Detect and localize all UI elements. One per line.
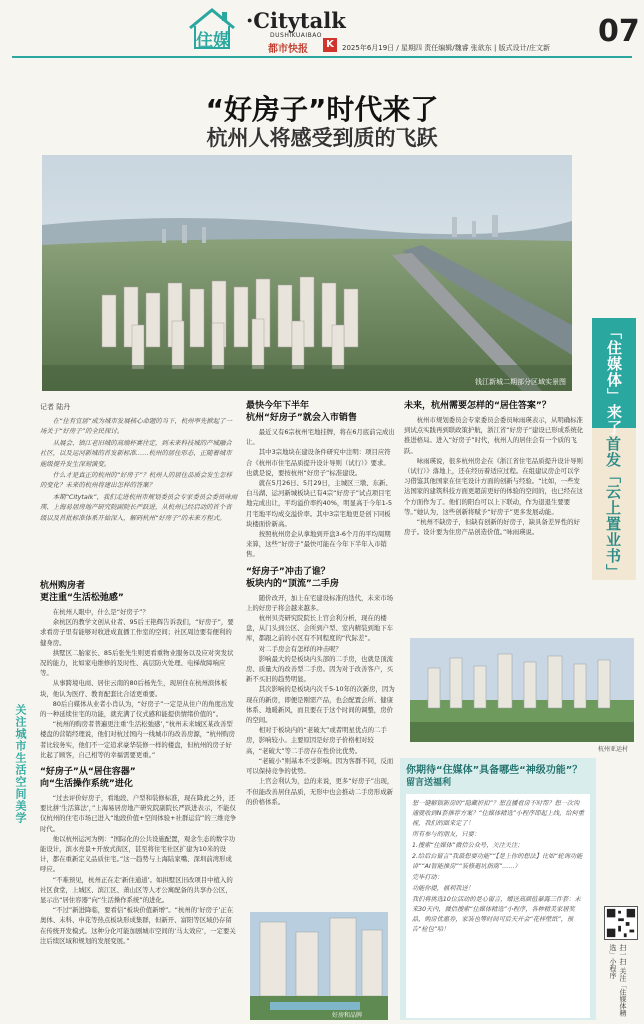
intro-paragraph: 本期“Citytalk”，我们走进杭州市规划委员会专家委员会委员咏雨瑛、上海易居房地产研究院副院长严跃进，从杭州已经启动的首个省级以及首批标准体系开始深入，解码杭州“好房子”的未来方程式。 [40, 492, 238, 522]
paragraph: 在杭州人眼中，什么是“好房子”？ [52, 608, 149, 616]
intro-block [40, 416, 238, 524]
section-tag: 关注城市生活空间美学 [14, 704, 27, 824]
promo-paragraph: 所有参与的朋友，只要： [412, 831, 481, 838]
paragraph: 按照杭州房企从拿地到开盘3-6个月的平均周期来算，这些“好房子”最快可能在今年下半年入市销售。 [246, 530, 391, 559]
paragraph: 其中3宗地块在建设条件研究中注明：项目应符合《杭州市住宅品质提升设计导则（试行）》要求。也就是说，要按杭州“好房子”标准建设。 [246, 448, 391, 477]
paragraph: “老破小”则基本不受影响。因为客群不同，反而可以保持竞争的优势。 [246, 756, 394, 776]
heading-line: 向“生活操作系统”进化 [40, 779, 133, 790]
section-heading [40, 766, 238, 790]
hero-caption: 钱江新城二期部分区域实景图 [475, 378, 566, 386]
intro-paragraph: 在“住有宜居”成为城市发展核心命题的当下，杭州率先掀起了一场关于“好房子”的全民探讨。 [40, 417, 232, 436]
hero-photo [42, 155, 572, 391]
paragraph: “不过”新进降临，要看信“板块价值新增”。“杭州的‘好房子’正在奥体、未科、申花等热点板块形成集群，但新开、富阳等区域仍存留在传统开发模式。这种分化可能加剧城市空间的‘马太效应’，一定要关注后续区域和规划的发展变展。” [40, 906, 236, 945]
paragraph: 就在5月26日、5月29日，主城区三墩、东新、白马湖、运河新城板块已有4宗“好房子”试点项目宅地完成出让，平均溢价率约40%，明显高于今年1-5月宅地平均成交溢价率。其中3宗宅地更是创下同板块楼面价新高。 [246, 479, 393, 528]
paragraph: 杭州贝壳研究院院长上官会利分析，现在的楼盘，从门头到公区、会所到户型、室内精装到地下车库，都跟之前的小区有不同程度的“代际差”。 [246, 614, 393, 643]
section-heading [40, 580, 238, 604]
promo-paragraph: 想一键解锁新房的“隐藏折扣”？想直播看房不时帮？想一次沟通就收到N套推荐方案？“住媒体精选”小程序即起上线，给何重视，我们的面来定了！ [412, 800, 584, 827]
paragraph: 从事跨境电商、居住云南的80后杨先生，现居住在杭州滨体板块，他认为医疗、教育配套比合适更重要。 [40, 679, 228, 698]
promo-paragraph: 2.给后台留言“我最想要功能”“【是上你的想法】比如“轮询功能讲”“AI智能推房”“装修避坑指南”……） [412, 853, 583, 870]
sub-headline: 杭州人将感受到质的飞跃 [206, 125, 438, 150]
article-column-1 [40, 574, 238, 1020]
paragraph: 对二手房会有怎样的冲击呢？ [258, 644, 342, 653]
paragraph: 其次影响的是板块内次千5-10年的次新房，因为现在的新房，即便是刚需产品，也会配置会所、健康体系、地暖新风，而且要在于这个时间的调整，房价的空间。 [246, 685, 395, 725]
paragraph: 余杭区的教学文创从业者、95后王艳辉告诉我们，“好房子”，要求看房子里有能够对收进成直播工作室的空间；社区周边要有便利的健身房。 [40, 618, 234, 647]
paragraph: 咏雨瑛说，很多杭州房企在《浙江省住宅品质提升设计导则（试行）》落地上，还在经历着适应过程。在组建议房企可以学习借鉴其他国家在住宅设计方面的创新与经验。“比如，一些发达国家的建筑科技方面更超前更好的体验的空间的，也已经在这个方面作为了。他们的阳台可以上下联动，作为退退生要要等。”她认为，这些创新将赋予“好房子”更多发展动能。 [404, 456, 583, 516]
paragraph: 80后自媒体从业者小肖认为，“好房子”一定是从住户的角度出发的一种延续住宅的功能，就充满了仪式感和能提供情绪价值的”。 [40, 699, 234, 719]
paper-name-cn: 都市快报 [268, 44, 308, 55]
heading-line: 杭州“好房子”就会入市销售 [246, 413, 357, 423]
paragraph: 相对于板块内的“老破大”或者明星优点的二手房，影响较小。主要原因是好房子价格相对较高，“老破大”等二手房存在性价比优势。 [246, 726, 387, 755]
heading-line: 更注重“生活松弛感” [40, 593, 124, 603]
residence-photo [250, 912, 388, 1020]
paragraph: “杭州不缺房子，但缺有创新的好房子，缺具备差异性的好房子。设计要为住房产品创造价值。”咏雨瑛说。 [404, 518, 580, 537]
heading-line: “好房子”冲击了谁？ [246, 566, 330, 577]
paragraph: “杭州的购房者普遍更注重‘生活松弛感’，”杭州未来城区某改善型楼盘的营销经理说，他们对杭过国内一线城市的改善房源，“杭州购房者比较务实，他们不一定追求豪华装修一样的楼盘，但杭州的房子好比起了顾客，自己相等的幸福需要更重。” [40, 720, 236, 759]
asian-games-village-photo [410, 638, 634, 742]
heading-line: “好房子”从“居住容器” [40, 767, 136, 778]
photo-caption: 好房和品牌 [332, 1012, 363, 1019]
paragraph: 杭州市规划委员会专家委员会委员咏雨瑛表示，从明确标准到试点实践再到联政策护航，浙江省“好房子”建设已形成系统化推进格局。进入“好房子”时代，杭州人的居住会有一个质的飞跃。 [404, 416, 584, 455]
column-title: ·Citytalk [246, 8, 346, 33]
promo-paragraph: 我们将挑选10位活动的是心留言，赠送高颜值暴露三件套：未来30天内，微信搜索“住媒体精选”小程序，各种精美家居奖品，购房优惠券，家装也等时间可后天开会“花样壁纸”，预告“检包”哈！ [412, 896, 581, 933]
photo-caption: 杭州亚运村 [598, 746, 629, 753]
banner-bottom-text: 首发「云上置业书」 [604, 436, 622, 580]
section-heading [246, 400, 396, 424]
qr-caption: 扫一扫 关注「住媒体精选」小程序 [609, 944, 627, 1017]
paragraph: 上官会利认为，总的来说，更多“好房子”出现，不但能改善居住品质，无形中也会推动二手房形成新的价格体系。 [246, 777, 394, 806]
paragraph: “过去评价好房子，看地段、户型和装修标准，现在降此之外，还要比拼‘生活算法’，”上海易居房地产研究院副院长严跃进表示，不能仅仅杭州的住宅市场已进入“地段价值+空间体验+社群运营”的三维竞争时代。 [40, 794, 237, 833]
page-number: 07 [598, 14, 640, 49]
paragraph: 随价改开，加上在宅建设标准的迭代，未来市场上的好房子将会越来越多。 [246, 593, 393, 612]
paragraph: “不难预见，杭州正在走‘新住通道’。如拱墅区旧改项目中植入的社区食堂，上城区、滨江区、萧山区等人才公寓配备的共享办公区，显示出“居住容器”向“生活操作系统”的进化。 [40, 875, 233, 905]
paragraph: 他以杭州运河为例：“国际化的公共设施配置，观念生态的数字功能设计，滨水亮景+开放式街区，甚至将住宅社区扩建为10米的设计，都在重新定义品质住宅。”这一趋势与上海陆家嘴、深圳前湾形成呼应。 [40, 834, 236, 874]
intro-paragraph: 什么才是真正的杭州的“好房子”？杭州人的居住品质会发生怎样的变化？未来的杭州将建出怎样的答案？ [40, 471, 232, 490]
header-divider [12, 56, 632, 58]
qr-code-icon[interactable] [604, 906, 638, 940]
promo-paragraph: 完毕打动： [412, 874, 443, 881]
banner-top-text: 「住媒体」来了 [605, 324, 623, 436]
paper-name-en: DUSHIKUAIBAO [270, 32, 322, 39]
logo-text: 住媒 [196, 31, 230, 51]
section-heading: 未来，杭州需要怎样的“居住答案”？ [404, 401, 551, 411]
article-column-3 [404, 400, 586, 632]
side-banner [592, 318, 636, 580]
promo-title: 你期待“住媒体”具备哪些“神级功能”？ [406, 765, 583, 776]
heading-line: 杭州购房者 [40, 581, 86, 591]
paper-k-icon: K [323, 38, 337, 52]
paragraph: 影响最大的是板块内头部的二手房，也就是顶流房、质量大的改善型二手房。因为对于改善客户，买新不买旧的趋势明显。 [246, 654, 393, 684]
byline: 记者 陆丹 [40, 403, 71, 411]
paragraph: 拱墅区二胎家长、85后张先生则更看重物业服务以及应对突发状况的能力，比如家电维修的及时性、高层防火处理、电梯故障响应等。 [40, 648, 234, 678]
intro-paragraph: 从展会、镇江老旧城的高端杯赛往定，到未来科技城的产城融合社区，以及运河新城的首发新标准……杭州的居住形态，正随着城市能级提升发生深刻演变。 [40, 438, 232, 468]
promo-body [406, 794, 590, 1018]
promo-paragraph: 1.搜索“住媒体”微信公众号，关注关注； [412, 842, 524, 849]
issue-info: 2025年6月19日 / 星期四 责任编辑/魏睿 张欲东 | 版式设计/庄文新 [342, 44, 550, 52]
page-header [0, 0, 644, 62]
main-headline: “好房子”时代来了 [205, 93, 439, 126]
paragraph: 最近又有6宗杭州宅地挂牌，将在6月底前完成出让。 [246, 428, 395, 447]
promo-subtitle: 留言送福利 [406, 778, 452, 788]
promo-box [400, 758, 596, 1020]
section-heading [246, 566, 396, 590]
heading-line: 最快今年下半年 [246, 401, 310, 411]
heading-line: 板块内的“顶流”二手房 [246, 578, 339, 589]
promo-paragraph: 功能你提，福利我送！ [412, 885, 474, 892]
